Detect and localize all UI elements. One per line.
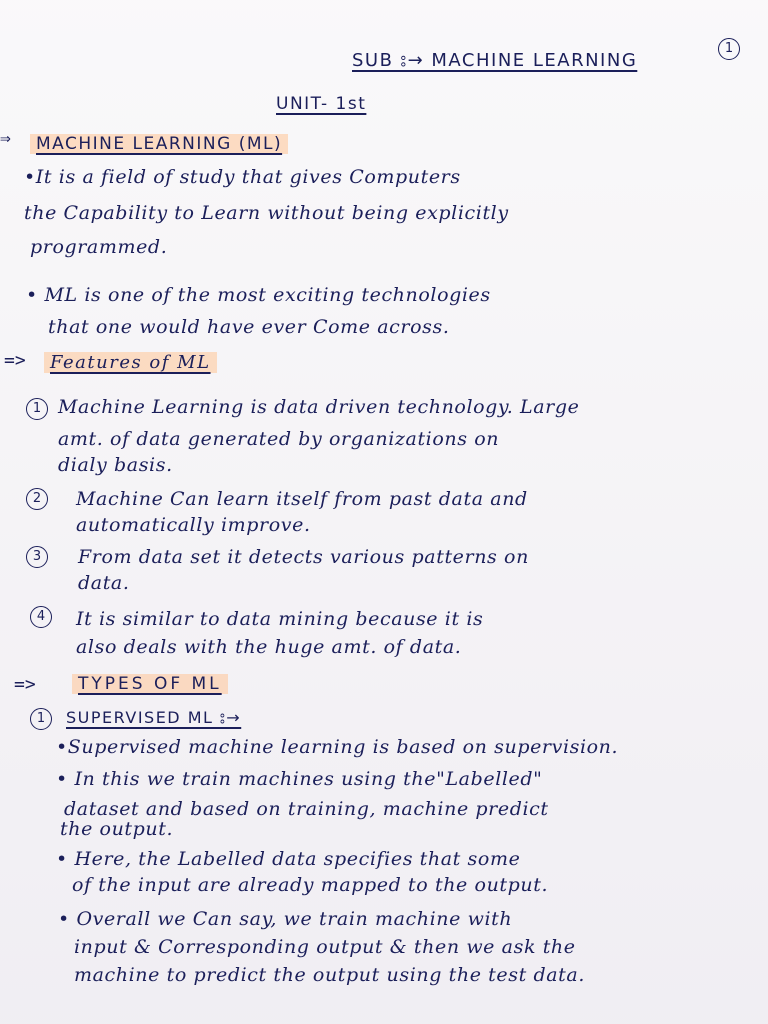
item-number-supervised: 1	[30, 708, 52, 730]
feature-4-line-2: also deals with the huge amt. of data.	[76, 636, 462, 658]
ml-line-4: • ML is one of the most exciting technologies	[26, 284, 491, 306]
ml-line-5: that one would have ever Come across.	[48, 316, 450, 338]
item-number-3: 3	[26, 546, 48, 568]
types-line-2: • In this we train machines using the"Labelled"	[56, 768, 543, 790]
arrow-icon: ⇒	[0, 128, 11, 149]
ml-line-2: the Capability to Learn without being explicitly	[24, 202, 509, 224]
section-heading-ml	[30, 134, 288, 154]
item-number-4: 4	[30, 606, 52, 628]
ml-line-3: programmed.	[30, 236, 168, 258]
ml-line-1: •It is a field of study that gives Computers	[24, 166, 461, 188]
features-heading-text: Features of ML	[44, 352, 217, 373]
feature-2-line-2: automatically improve.	[76, 514, 311, 536]
supervised-heading: SUPERVISED ML ⦂→	[66, 708, 242, 727]
types-line-5: • Here, the Labelled data specifies that some	[56, 848, 521, 870]
types-line-6: of the input are already mapped to the output.	[72, 874, 549, 896]
feature-1-line-1: Machine Learning is data driven technology. Large	[58, 396, 580, 418]
ml-heading-text: MACHINE LEARNING (ML)	[30, 134, 288, 154]
types-line-7: • Overall we Can say, we train machine with	[58, 908, 513, 930]
item-number-1: 1	[26, 398, 48, 420]
types-heading-text: TYPES OF ML	[72, 674, 228, 694]
feature-3-line-1: From data set it detects various patterns on	[78, 546, 529, 568]
types-line-1: •Supervised machine learning is based on supervision.	[56, 736, 619, 758]
feature-1-line-2: amt. of data generated by organizations on	[58, 428, 500, 450]
subject-title: SUB ⦂→ MACHINE LEARNING	[352, 50, 638, 71]
feature-2-line-1: Machine Can learn itself from past data and	[76, 488, 528, 510]
types-line-4: the output.	[60, 818, 174, 840]
types-line-8: input & Corresponding output & then we ask the	[74, 936, 576, 958]
types-line-3: dataset and based on training, machine predict	[64, 798, 549, 820]
feature-1-line-3: dialy basis.	[58, 454, 173, 476]
unit-title: UNIT- 1st	[276, 94, 367, 114]
page-number: 1	[718, 38, 740, 60]
types-line-9: machine to predict the output using the test data.	[74, 964, 585, 986]
arrow-icon: =>	[4, 350, 26, 371]
arrow-icon: =>	[14, 674, 36, 695]
feature-3-line-2: data.	[78, 572, 130, 594]
feature-4-line-1: It is similar to data mining because it is	[76, 608, 484, 630]
section-heading-features	[44, 352, 217, 373]
item-number-2: 2	[26, 488, 48, 510]
section-heading-types	[72, 674, 228, 694]
